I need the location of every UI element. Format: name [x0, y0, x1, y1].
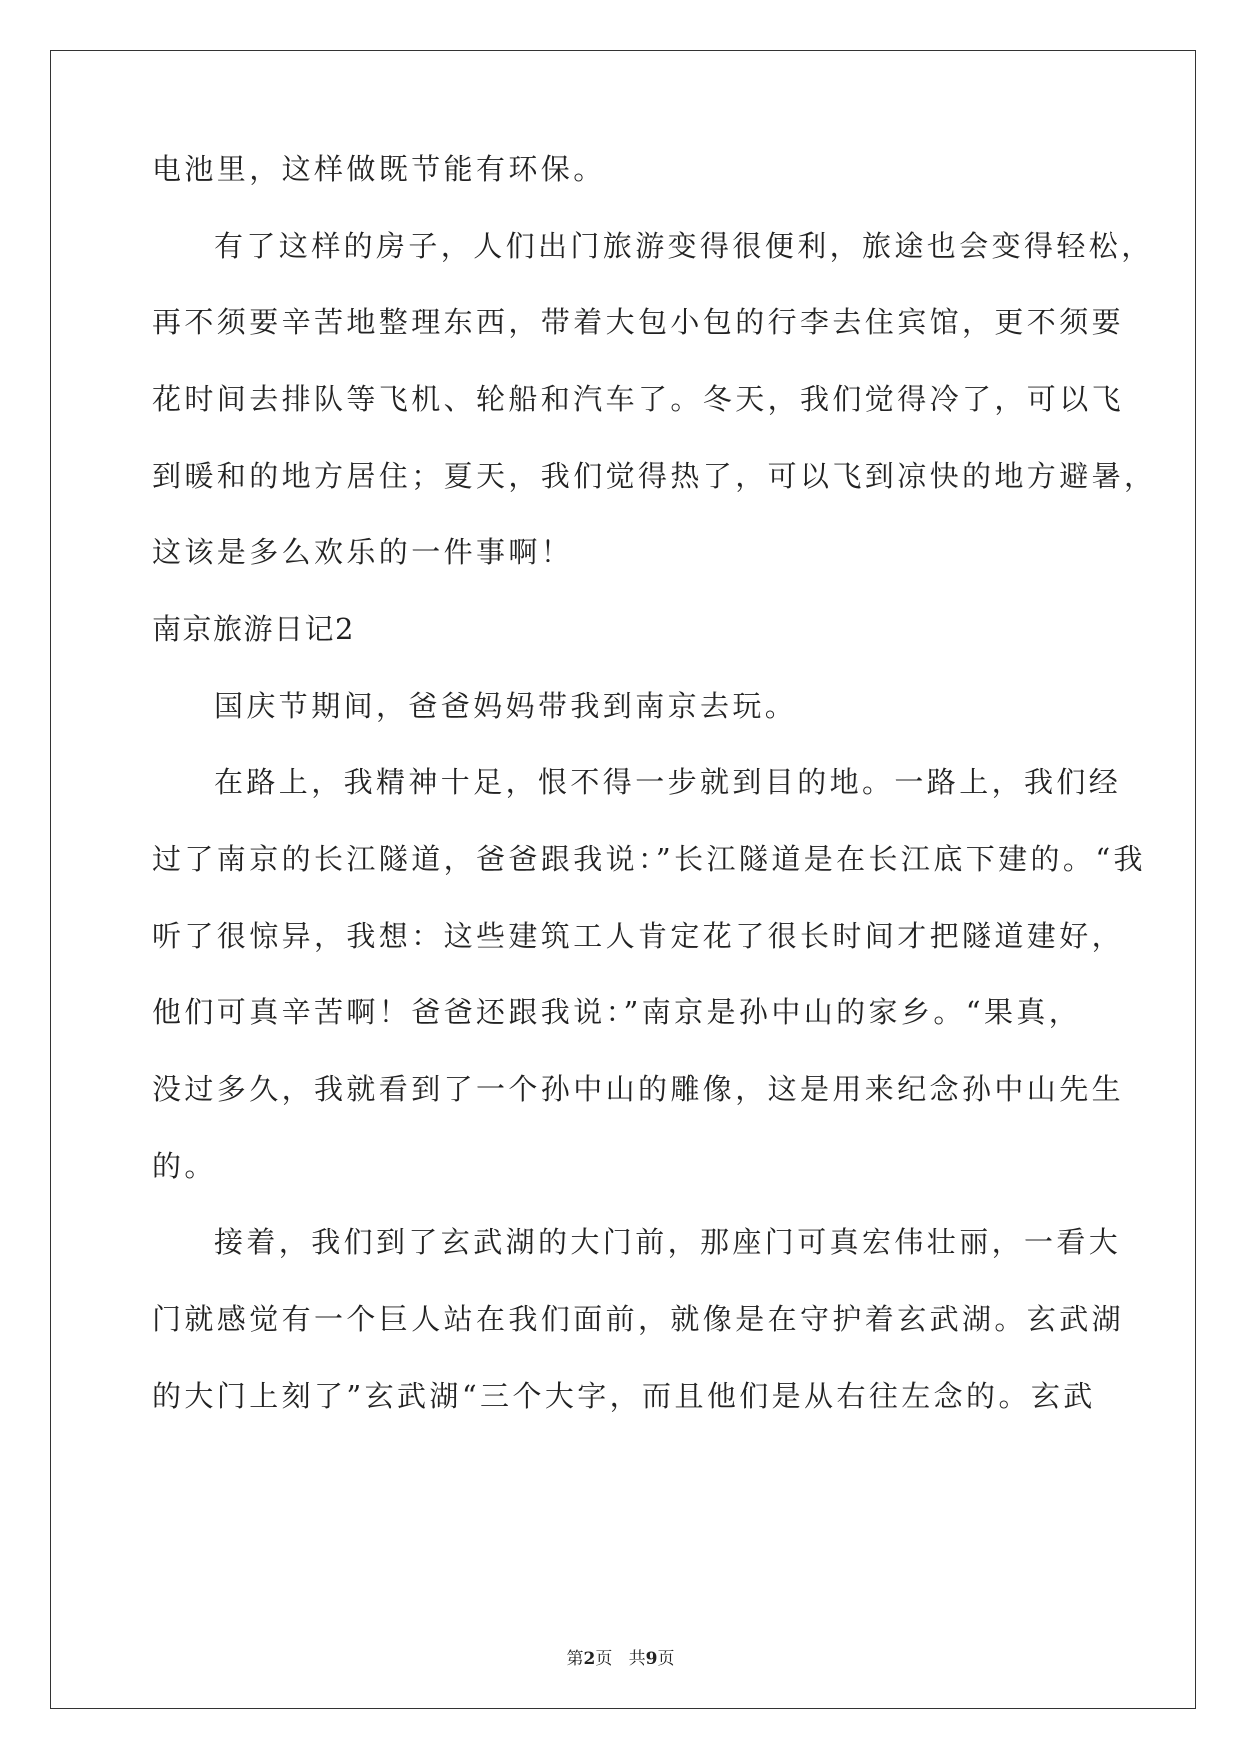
body-line: 电池里，这样做既节能有环保。: [152, 152, 606, 186]
body-line: 的大门上刻了”玄武湖“三个大字，而且他们是从右往左念的。玄武: [152, 1379, 1096, 1413]
footer-page-suffix: 页: [595, 1649, 613, 1669]
page-footer: [0, 1649, 1241, 1669]
footer-prefix: 第: [566, 1649, 584, 1669]
body-line: 的。: [152, 1149, 217, 1183]
body-line: 花时间去排队等飞机、轮船和汽车了。冬天，我们觉得冷了，可以飞: [152, 382, 1125, 416]
current-page-number: 2: [583, 1649, 596, 1669]
body-line: 过了南京的长江隧道，爸爸跟我说：”长江隧道是在长江底下建的。“我: [152, 842, 1146, 876]
footer-total-suffix: 页: [657, 1649, 675, 1669]
paragraph-start-line: 接着，我们到了玄武湖的大门前，那座门可真宏伟壮丽，一看大: [214, 1225, 1122, 1259]
total-page-count: 9: [645, 1649, 658, 1669]
body-line: 到暖和的地方居住；夏天，我们觉得热了，可以飞到凉快的地方避暑，: [152, 459, 1157, 493]
paragraph-start-line: 有了这样的房子，人们出门旅游变得很便利，旅途也会变得轻松，: [214, 229, 1154, 263]
paragraph-start-line: 在路上，我精神十足，恨不得一步就到目的地。一路上，我们经: [214, 765, 1122, 799]
body-line: 这该是多么欢乐的一件事啊！: [152, 535, 574, 569]
body-line: 听了很惊异，我想：这些建筑工人肯定花了很长时间才把隧道建好，: [152, 919, 1125, 953]
body-line: 没过多久，我就看到了一个孙中山的雕像，这是用来纪念孙中山先生: [152, 1072, 1125, 1106]
footer-total-prefix: 共: [628, 1649, 646, 1669]
body-line: 他们可真辛苦啊！爸爸还跟我说：”南京是孙中山的家乡。“果真，: [152, 995, 1082, 1029]
paragraph-start-line: 国庆节期间，爸爸妈妈带我到南京去玩。: [214, 689, 798, 723]
body-line: 门就感觉有一个巨人站在我们面前，就像是在守护着玄武湖。玄武湖: [152, 1302, 1125, 1336]
body-line: 再不须要辛苦地整理东西，带着大包小包的行李去住宾馆，更不须要: [152, 305, 1125, 339]
page-border: [50, 50, 1196, 1709]
section-heading: 南京旅游日记2: [152, 612, 355, 646]
